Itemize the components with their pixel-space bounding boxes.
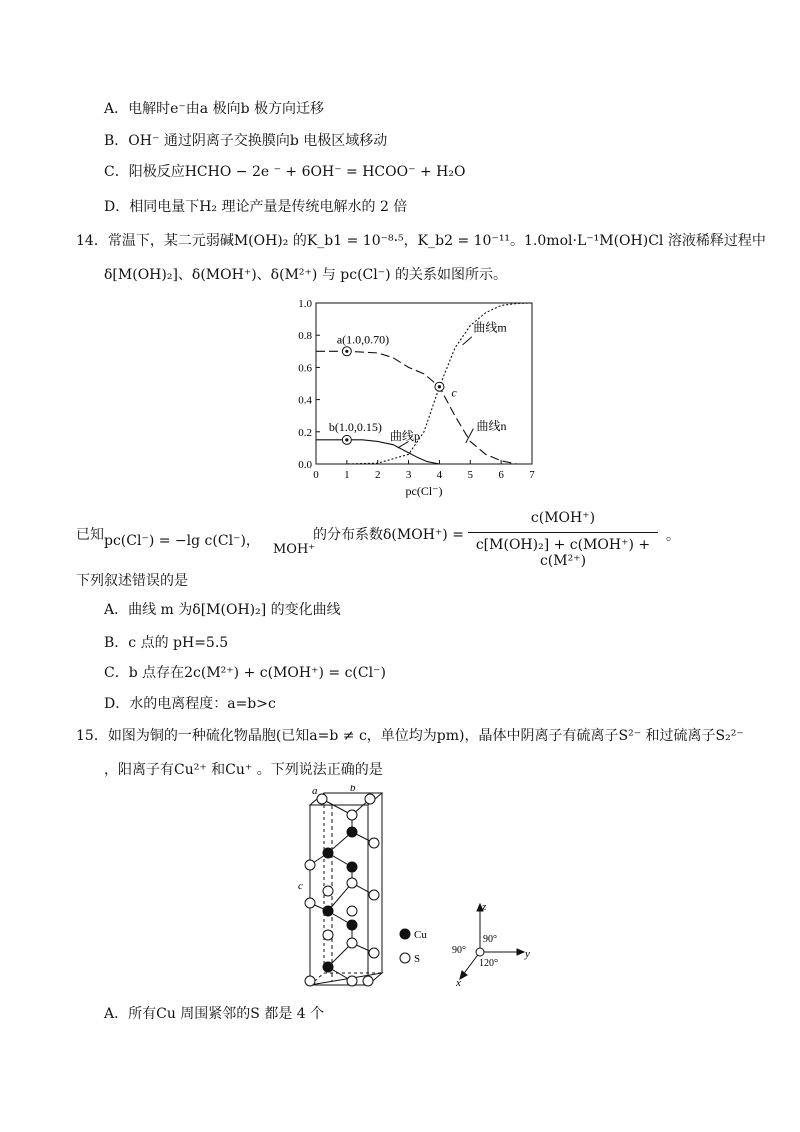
axis-z-label: z xyxy=(482,901,487,913)
y-tick-label: 0.4 xyxy=(298,394,312,407)
x-tick-label: 4 xyxy=(436,469,443,481)
crystal-cell-figure xyxy=(298,785,398,995)
chart-labels xyxy=(329,319,508,448)
fraction-bar xyxy=(468,532,658,533)
x-tick-label: 7 xyxy=(529,469,535,481)
y-tick-label: 1.0 xyxy=(298,298,312,310)
angle-label-2: 90° xyxy=(452,945,466,956)
angle-label-3: 120° xyxy=(479,958,498,969)
q15-stem-line2: ，阳离子有Cu²⁺ 和Cu⁺ 。下列说法正确的是 xyxy=(104,762,383,778)
curve-n-label: 曲线n xyxy=(476,419,507,434)
q15-option-a: A．所有Cu 周围紧邻的S 都是 4 个 xyxy=(104,1006,325,1022)
curve-m-label: 曲线m xyxy=(473,320,507,335)
q14-question: 下列叙述错误的是 xyxy=(76,573,188,589)
q14-option-d: D．水的电离程度：a=b>c xyxy=(104,696,276,712)
definition-end: 。 xyxy=(666,528,680,544)
q14-stem-line2: δ[M(OH)₂]、δ(MOH⁺)、δ(M²⁺) 与 pc(Cl⁻) 的关系如图所示。 xyxy=(104,267,508,283)
q13-option-c: C．阳极反应HCHO − 2e ⁻ + 6OH⁻ = HCOO⁻ + H₂O xyxy=(104,164,466,180)
x-tick-label: 6 xyxy=(498,469,504,481)
fraction-denominator: c[M(OH)₂] + c(MOH⁺) + c(M²⁺) xyxy=(475,537,651,569)
point-label-c: c xyxy=(451,385,457,400)
legend-s-marker xyxy=(400,953,410,963)
q13-option-a: A．电解时e⁻由a 极向b 极方向迁移 xyxy=(104,101,324,117)
y-tick-label: 0.6 xyxy=(298,362,312,375)
x-tick-label: 0 xyxy=(313,469,319,481)
data-point-center xyxy=(438,385,441,388)
q14-option-b: B．c 点的 pH=5.5 xyxy=(104,635,229,651)
cell-label-c: c xyxy=(298,880,303,892)
definition-pc: pc(Cl⁻) = −lg c(Cl⁻)， xyxy=(104,533,260,549)
data-point-center xyxy=(345,350,348,353)
definition-mid: 的分布系数δ(MOH⁺) = xyxy=(313,527,464,543)
curve-m-leader xyxy=(463,337,472,345)
series-line xyxy=(316,351,517,464)
x-tick-label: 2 xyxy=(374,469,381,481)
legend-cu-marker xyxy=(400,929,410,939)
point-label-a: a(1.0,0.70) xyxy=(336,332,390,347)
y-tick-label: 0.0 xyxy=(298,459,312,471)
q15-stem-line1: 15．如图为铜的一种硫化物晶胞(已知a=b ≠ c，单位均为pm)，晶体中阴离子有硫离子S²⁻ 和过硫离子S₂²⁻ xyxy=(76,728,744,744)
legend-s-label: S xyxy=(414,953,421,965)
q14-stem-line1: 14．常温下，某二元弱碱M(OH)₂ 的K_b1 = 10⁻⁸·⁵，K_b2 = 10⁻¹¹。1.0mol·L⁻¹M(OH)Cl 溶液稀释过程中 xyxy=(76,233,766,249)
y-tick-label: 0.8 xyxy=(298,330,312,343)
x-axis-label: pc(Cl⁻) xyxy=(405,484,443,498)
definition-prefix: 已知 xyxy=(76,527,104,543)
x-tick-label: 1 xyxy=(344,469,350,481)
cell-label-b: b xyxy=(350,785,356,794)
q13-option-b: B．OH⁻ 通过阴离子交换膜向b 电极区域移动 xyxy=(104,133,388,149)
definition-moh: MOH⁺ xyxy=(273,542,316,557)
axis-x-label: x xyxy=(456,977,461,988)
coordinate-axes-diagram xyxy=(448,898,538,988)
q14-option-c: C．b 点存在2c(M²⁺) + c(MOH⁺) = c(Cl⁻) xyxy=(104,665,386,681)
axis-y-label: y xyxy=(525,948,530,960)
data-point-center xyxy=(345,438,348,441)
point-label-b: b(1.0,0.15) xyxy=(328,419,382,434)
q14-option-a: A．曲线 m 为δ[M(OH)₂] 的变化曲线 xyxy=(104,602,341,618)
distribution-chart xyxy=(282,296,552,516)
fraction-numerator: c(MOH⁺) xyxy=(530,510,596,526)
q13-option-d: D．相同电量下H₂ 理论产量是传统电解水的 2 倍 xyxy=(104,199,408,215)
y-tick-label: 0.2 xyxy=(298,426,312,439)
legend xyxy=(396,924,446,974)
legend-cu-label: Cu xyxy=(414,929,427,941)
x-tick-label: 3 xyxy=(405,469,412,481)
curve-p-label: 曲线p xyxy=(390,428,421,443)
cell-label-a: a xyxy=(312,785,318,797)
x-tick-label: 5 xyxy=(467,469,474,481)
angle-label-1: 90° xyxy=(483,934,497,945)
